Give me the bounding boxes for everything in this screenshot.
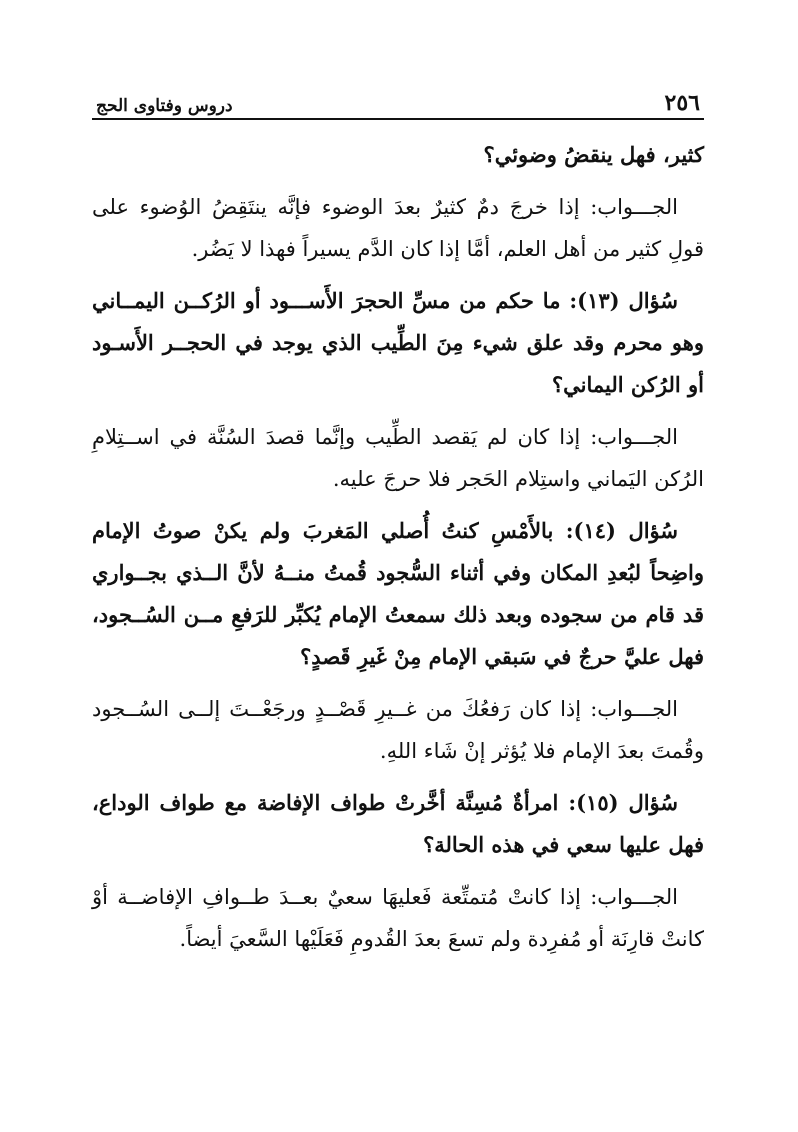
paragraph-text: إذا كانتْ مُتمتِّعة فَعليهَا سعيٌ بعــدَ طــوافِ الإفاضــة أوْ كانتْ قارِنَة أو مُفرِدة ولم تسعَ بعدَ القُدومِ فَعَلَيْها السَّعيَ أيضاً. — [92, 885, 704, 951]
page-number: ٢٥٦ — [664, 90, 700, 116]
paragraph-text: إذا خرجَ دمٌ كثيرٌ بعدَ الوضوء فإنَّه ينتَقِضُ الوُضوء على قولِ كثير من أهل العلم، أمَّا إذا كان الدَّم يسيراً فهذا لا يَضُر. — [92, 195, 704, 261]
question-label: سُؤال (١٣): — [569, 288, 678, 313]
header-rule — [92, 118, 704, 120]
answer-label: الجـــواب: — [590, 195, 678, 219]
running-header — [92, 88, 704, 118]
paragraph-text: إذا كان لم يَقصد الطِّيب وإنَّما قصدَ السُنَّة في اســتِلامِ الرُكن اليَماني واستِلام الحَجر فلا حرجَ عليه. — [92, 425, 704, 491]
paragraph-text: امرأةٌ مُسِنَّة أخَّرتْ طواف الإفاضة مع طواف الوداع، فهل عليها سعي في هذه الحالة؟ — [92, 790, 704, 857]
question-paragraph — [92, 280, 704, 406]
answer-label: الجـــواب: — [590, 697, 678, 721]
book-title: دروس وفتاوى الحج — [96, 96, 233, 116]
answer-paragraph — [92, 416, 704, 500]
page — [92, 88, 704, 970]
question-continuation — [92, 134, 704, 176]
question-label: سُؤال (١٤): — [565, 518, 678, 543]
paragraph-text: كثير، فهل ينقضُ وضوئي؟ — [483, 142, 704, 167]
paragraph-text: ما حكم من مسِّ الحجرَ الأَســـود أو الرُكــن اليمــاني وهو محرم وقد علق شيء مِنَ الطِّيب الذي يوجد في الحجــر الأَسـود أو الرُكن اليماني؟ — [92, 288, 704, 397]
answer-paragraph — [92, 688, 704, 772]
question-paragraph — [92, 510, 704, 678]
answer-label: الجـــواب: — [590, 885, 678, 909]
question-label: سُؤال (١٥): — [568, 790, 679, 815]
answer-paragraph — [92, 186, 704, 270]
answer-paragraph — [92, 876, 704, 960]
text-body — [92, 134, 704, 960]
answer-label: الجـــواب: — [590, 425, 679, 449]
question-paragraph — [92, 782, 704, 866]
paragraph-text: بالأَمْسِ كنتُ أُصلي المَغربَ ولم يكنْ صوتُ الإمام واضِحاً لبُعدِ المكان وفي أثناء السُّجود قُمتُ منــهُ لأنَّ الــذي بجــواري قد قام من سجوده وبعد ذلك سمعتُ الإمام يُكبِّر للرَفعِ مــن السُــجود، فهل عليَّ حرجٌ في سَبقي الإمام مِنْ غَيرِ قَصدٍ؟ — [92, 518, 704, 669]
paragraph-text: إذا كان رَفعُكَ من غــيرِ قَصْــدٍ ورجَعْــتَ إلــى السُــجود وقُمتَ بعدَ الإمام فلا يُؤثر إنْ شَاء اللهِ. — [92, 697, 704, 763]
